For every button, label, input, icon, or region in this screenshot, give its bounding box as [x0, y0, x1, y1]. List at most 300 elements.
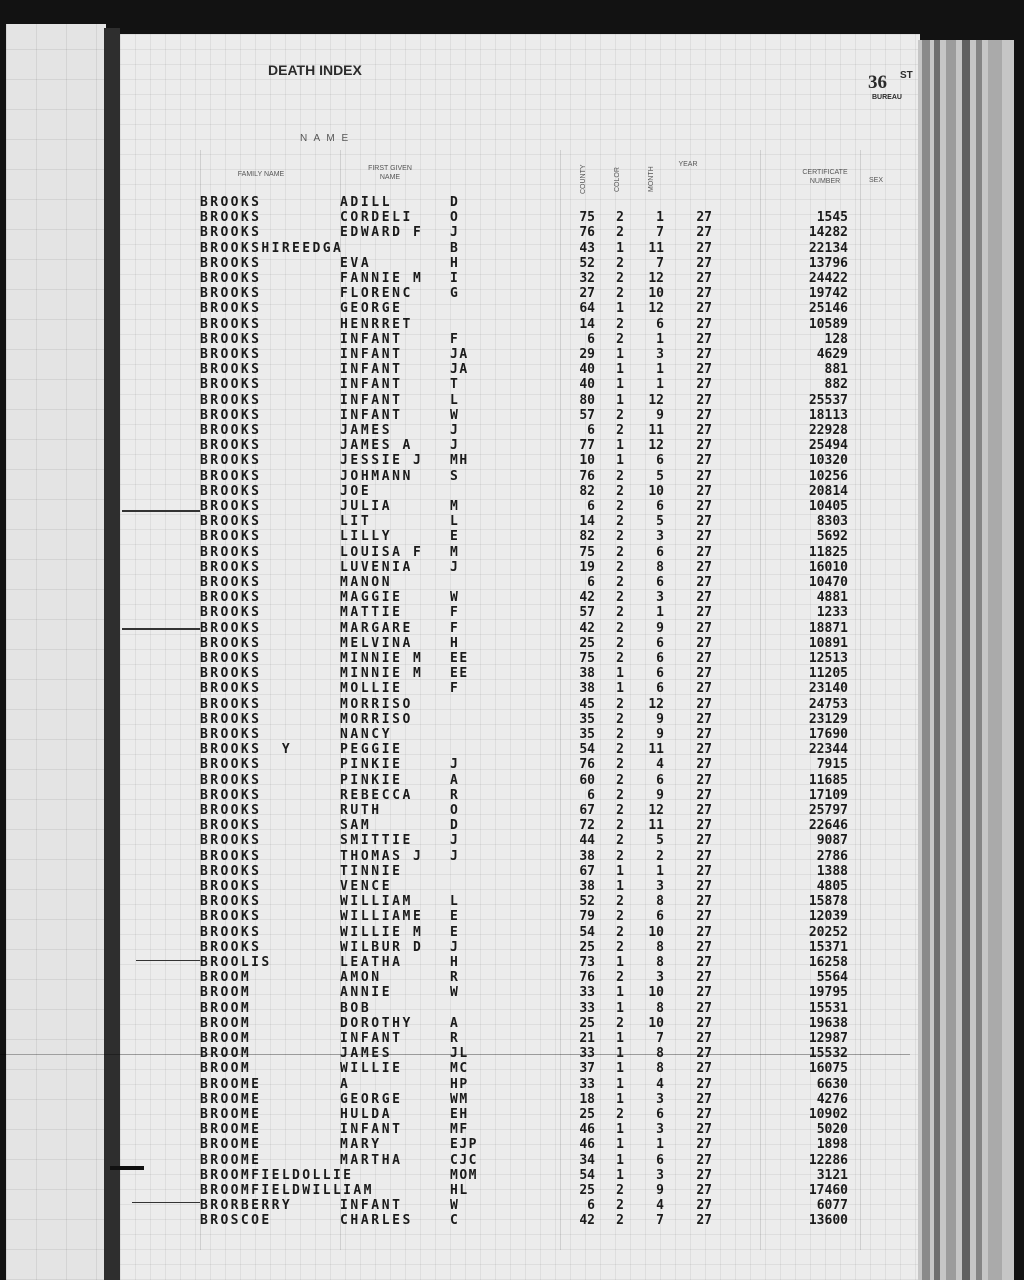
county-cell: 46 [579, 1122, 595, 1138]
table-row [0, 377, 1024, 392]
initials-cell: H [450, 955, 460, 970]
initials-cell: JA [450, 347, 469, 362]
month-cell: 1 [656, 1137, 664, 1153]
name-group-header: N A M E [300, 133, 351, 144]
given-name-cell: JAMES [340, 423, 393, 438]
certificate-number-cell: 11825 [808, 544, 848, 560]
certificate-number-cell: 1898 [816, 1137, 848, 1153]
given-name-cell: SAM [340, 818, 372, 834]
color-cell: 2 [616, 271, 624, 286]
color-header: COLOR [614, 167, 621, 192]
county-cell: 42 [579, 1213, 595, 1229]
initials-cell: MH [450, 453, 469, 469]
given-name-cell: THOMAS J [340, 848, 424, 864]
family-name-cell: BROOM [200, 1046, 252, 1062]
color-cell: 2 [616, 559, 624, 575]
month-cell: 12 [648, 301, 664, 317]
certificate-number-cell: 17460 [808, 1183, 848, 1198]
color-cell: 2 [616, 772, 624, 788]
county-cell: 21 [579, 1031, 595, 1046]
month-cell: 1 [656, 377, 664, 393]
certificate-number-cell: 23129 [808, 711, 848, 727]
given-name-cell: REBECCA [340, 787, 413, 803]
table-row [0, 894, 1024, 909]
year-cell: 27 [696, 605, 712, 621]
initials-cell: E [450, 924, 460, 940]
month-cell: 11 [648, 423, 664, 438]
certificate-number-cell: 882 [824, 377, 848, 393]
county-cell: 52 [579, 255, 595, 271]
initials-cell: F [450, 605, 460, 621]
initials-cell: J [450, 833, 460, 849]
county-cell: 35 [579, 711, 595, 727]
county-cell: 67 [579, 863, 595, 879]
color-cell: 2 [616, 286, 624, 302]
color-cell: 2 [616, 620, 624, 636]
initials-cell: EH [450, 1107, 469, 1122]
month-header: MONTH [648, 166, 655, 192]
table-row [0, 970, 1024, 985]
corner-bureau-label: BUREAU [872, 94, 902, 101]
family-name-cell: BROOKS [200, 316, 262, 332]
table-row [0, 742, 1024, 757]
family-name-cell: BROOKS [200, 620, 262, 636]
county-cell: 6 [587, 423, 595, 438]
county-cell: 19 [579, 559, 595, 575]
certificate-number-cell: 22646 [808, 818, 848, 834]
color-cell: 1 [616, 453, 624, 469]
year-cell: 27 [696, 879, 712, 894]
family-name-cell: BROOKS [200, 499, 262, 514]
given-name-cell: GEORGE [340, 1091, 403, 1107]
margin-mark [122, 510, 200, 512]
county-cell: 27 [579, 286, 595, 302]
month-cell: 6 [656, 453, 664, 469]
family-name-cell: BROOLIS [200, 955, 272, 970]
family-name-cell: BROOM [200, 970, 252, 986]
county-cell: 42 [579, 590, 595, 606]
month-cell: 8 [656, 1061, 664, 1077]
family-name-cell: BROOKS [200, 727, 262, 742]
color-cell: 2 [616, 1107, 624, 1122]
certificate-number-cell: 10902 [808, 1107, 848, 1122]
family-name-cell: BROOKS [200, 529, 262, 545]
month-cell: 6 [656, 544, 664, 560]
table-row [0, 803, 1024, 818]
county-cell: 54 [579, 1167, 595, 1183]
table-row [0, 925, 1024, 940]
initials-cell: JA [450, 362, 469, 378]
county-cell: 40 [579, 362, 595, 378]
given-name-cell: WILLIE M [340, 924, 424, 940]
given-name-cell: JESSIE J [340, 453, 424, 469]
month-cell: 6 [656, 499, 664, 514]
year-cell: 27 [696, 1137, 712, 1153]
given-name-cell: INFANT [340, 1198, 403, 1214]
given-name-cell: CORDELI [340, 210, 413, 226]
family-name-cell: BROOKS [200, 787, 262, 803]
month-cell: 5 [656, 468, 664, 484]
given-name-cell: PINKIE [340, 772, 403, 788]
initials-cell: MC [450, 1061, 469, 1077]
initials-cell: R [450, 787, 460, 803]
initials-cell: CJC [450, 1152, 478, 1168]
certificate-number-cell: 17690 [808, 727, 848, 742]
certificate-number-cell: 22134 [808, 240, 848, 256]
table-row [0, 666, 1024, 681]
table-row [0, 271, 1024, 286]
initials-cell: E [450, 529, 460, 545]
family-name-cell: BROOKS [200, 544, 262, 560]
certificate-number-cell: 6630 [816, 1076, 848, 1092]
month-cell: 3 [656, 970, 664, 986]
county-cell: 25 [579, 1183, 595, 1198]
year-cell: 27 [696, 377, 712, 393]
table-row [0, 225, 1024, 240]
month-cell: 6 [656, 1107, 664, 1122]
certificate-number-cell: 18113 [808, 407, 848, 423]
given-name-cell: FLORENC [340, 286, 413, 302]
color-cell: 2 [616, 529, 624, 545]
family-name-cell: BROOKS [200, 590, 262, 606]
color-cell: 2 [616, 468, 624, 484]
year-cell: 27 [696, 483, 712, 499]
year-cell: 27 [696, 1061, 712, 1077]
county-cell: 38 [579, 681, 595, 697]
certificate-number-cell: 1545 [816, 210, 848, 226]
initials-cell: HL [450, 1183, 469, 1198]
rule-line [0, 1054, 910, 1055]
initials-cell: M [450, 499, 460, 514]
county-cell: 57 [579, 605, 595, 621]
family-name-cell: BROOKS [200, 575, 262, 590]
certificate-number-cell: 13796 [808, 255, 848, 271]
initials-cell: F [450, 620, 460, 636]
year-cell: 27 [696, 423, 712, 438]
given-name-cell: INFANT [340, 331, 403, 347]
county-cell: 37 [579, 1061, 595, 1077]
family-name-cell: BROOME [200, 1122, 262, 1138]
year-cell: 27 [696, 894, 712, 910]
initials-cell: G [450, 286, 460, 302]
initials-cell: T [450, 377, 460, 393]
county-cell: 64 [579, 301, 595, 317]
given-name-cell: EVA [340, 255, 372, 271]
certificate-number-cell: 12513 [808, 651, 848, 666]
certificate-number-cell: 19795 [808, 985, 848, 1001]
certificate-number-cell: 15878 [808, 894, 848, 910]
county-cell: 44 [579, 833, 595, 849]
table-row [0, 1168, 1024, 1183]
given-name-cell: ADILL [340, 195, 393, 210]
certificate-number-cell: 24753 [808, 696, 848, 712]
given-name-cell: PEGGIE [340, 742, 403, 758]
table-row [0, 1122, 1024, 1137]
year-cell: 27 [696, 271, 712, 286]
certificate-number-cell: 12286 [808, 1152, 848, 1168]
color-cell: 2 [616, 590, 624, 606]
month-cell: 12 [648, 438, 664, 454]
given-name-cell: MINNIE M [340, 666, 424, 682]
year-cell: 27 [696, 514, 712, 530]
month-cell: 10 [648, 1015, 664, 1031]
initials-cell: WM [450, 1091, 469, 1107]
month-cell: 12 [648, 696, 664, 712]
certificate-number-cell: 10320 [808, 453, 848, 469]
family-name-cell: BROOM [200, 1031, 252, 1046]
family-name-cell: BROOKS [200, 423, 262, 438]
initials-cell: D [450, 195, 460, 210]
table-row [0, 423, 1024, 438]
family-name-cell: BROOKS [200, 225, 262, 241]
certificate-number-cell: 12039 [808, 909, 848, 925]
year-cell: 27 [696, 772, 712, 788]
table-row [0, 818, 1024, 833]
year-cell: 27 [696, 210, 712, 226]
table-row [0, 681, 1024, 696]
given-name-cell: INFANT [340, 1031, 403, 1046]
month-cell: 6 [656, 681, 664, 697]
county-cell: 42 [579, 620, 595, 636]
family-name-cell: BROOKS [200, 559, 262, 575]
color-cell: 2 [616, 939, 624, 955]
initials-cell: R [450, 970, 460, 986]
color-cell: 1 [616, 362, 624, 378]
color-cell: 1 [616, 240, 624, 256]
month-cell: 8 [656, 955, 664, 970]
month-cell: 6 [656, 772, 664, 788]
year-cell: 27 [696, 666, 712, 682]
month-cell: 7 [656, 1031, 664, 1046]
month-cell: 12 [648, 392, 664, 408]
margin-mark [122, 628, 200, 630]
certificate-number-cell: 881 [824, 362, 848, 378]
initials-cell: I [450, 271, 460, 286]
county-cell: 75 [579, 651, 595, 666]
given-name-cell: MINNIE M [340, 651, 424, 666]
month-cell: 5 [656, 833, 664, 849]
county-cell: 82 [579, 483, 595, 499]
given-name-cell: JOE [340, 483, 372, 499]
color-cell: 2 [616, 711, 624, 727]
month-cell: 9 [656, 711, 664, 727]
given-name-cell: HULDA [340, 1107, 393, 1122]
year-cell: 27 [696, 833, 712, 849]
given-name-cell: WILLIE [340, 1061, 403, 1077]
given-name-cell: MORRISO [340, 711, 413, 727]
initials-cell: W [450, 1198, 460, 1214]
family-name-cell: BROOKS [200, 681, 262, 697]
month-cell: 9 [656, 620, 664, 636]
given-name-cell: LUVENIA [340, 559, 413, 575]
year-cell: 27 [696, 392, 712, 408]
month-cell: 2 [656, 848, 664, 864]
color-cell: 2 [616, 635, 624, 651]
certificate-number-cell: 7915 [816, 757, 848, 773]
year-cell: 27 [696, 1015, 712, 1031]
certificate-number-cell: 10470 [808, 575, 848, 590]
table-row [0, 849, 1024, 864]
family-name-cell: BROSCOE [200, 1213, 272, 1229]
county-cell: 73 [579, 955, 595, 970]
family-name-cell: BROOKS Y [200, 742, 293, 758]
family-name-cell: BROOME [200, 1137, 262, 1153]
family-name-cell: BROOKS [200, 924, 262, 940]
county-cell: 75 [579, 210, 595, 226]
family-name-cell: BRORBERRY [200, 1198, 293, 1214]
family-name-cell: BROOKS [200, 347, 262, 362]
given-name-cell: INFANT [340, 347, 403, 362]
year-cell: 27 [696, 924, 712, 940]
county-cell: 46 [579, 1137, 595, 1153]
initials-cell: J [450, 438, 460, 454]
year-header: YEAR [678, 161, 698, 168]
certificate-number-cell: 4881 [816, 590, 848, 606]
certificate-number-cell: 11205 [808, 666, 848, 682]
family-name-cell: BROOKS [200, 833, 262, 849]
initials-cell: E [450, 909, 460, 925]
given-name-cell: JAMES [340, 1046, 393, 1062]
given-name-cell: LEATHA [340, 955, 403, 970]
family-name-cell: BROOME [200, 1107, 262, 1122]
month-cell: 9 [656, 787, 664, 803]
table-row [0, 560, 1024, 575]
given-name-cell: PINKIE [340, 757, 403, 773]
county-cell: 54 [579, 742, 595, 758]
family-name-cell: BROOKS [200, 803, 262, 818]
color-cell: 1 [616, 347, 624, 362]
given-name-cell: INFANT [340, 362, 403, 378]
certificate-number-cell: 6077 [816, 1198, 848, 1214]
given-name-cell: JOHMANN [340, 468, 413, 484]
table-row [0, 575, 1024, 590]
color-cell: 2 [616, 423, 624, 438]
table-row [0, 712, 1024, 727]
initials-cell: EE [450, 651, 469, 666]
county-cell: 25 [579, 1107, 595, 1122]
color-cell: 1 [616, 666, 624, 682]
color-cell: 2 [616, 514, 624, 530]
color-cell: 1 [616, 955, 624, 970]
county-header: COUNTY [580, 164, 587, 194]
year-cell: 27 [696, 1152, 712, 1168]
given-name-cell: GEORGE [340, 301, 403, 317]
table-row [0, 1183, 1024, 1198]
month-cell: 1 [656, 362, 664, 378]
table-row [0, 757, 1024, 772]
color-cell: 2 [616, 575, 624, 590]
family-name-cell: BROOKS [200, 210, 262, 226]
county-cell: 67 [579, 803, 595, 818]
month-cell: 8 [656, 1000, 664, 1016]
year-cell: 27 [696, 970, 712, 986]
certificate-number-cell: 25537 [808, 392, 848, 408]
color-cell: 1 [616, 1000, 624, 1016]
table-row [0, 286, 1024, 301]
sex-header: SEX [868, 177, 883, 184]
year-cell: 27 [696, 1167, 712, 1183]
family-name-cell: BROOKS [200, 271, 262, 286]
given-name-cell: WILLIAME [340, 909, 424, 925]
table-row [0, 1213, 1024, 1228]
month-cell: 3 [656, 879, 664, 894]
certificate-number-cell: 10256 [808, 468, 848, 484]
table-row [0, 362, 1024, 377]
month-cell: 1 [656, 210, 664, 226]
month-cell: 1 [656, 863, 664, 879]
table-row [0, 605, 1024, 620]
year-cell: 27 [696, 362, 712, 378]
table-row [0, 469, 1024, 484]
color-cell: 1 [616, 1152, 624, 1168]
table-row [0, 301, 1024, 316]
month-cell: 7 [656, 255, 664, 271]
table-row [0, 438, 1024, 453]
color-cell: 2 [616, 544, 624, 560]
year-cell: 27 [696, 742, 712, 758]
certificate-number-cell: 17109 [808, 787, 848, 803]
year-cell: 27 [696, 1183, 712, 1198]
county-cell: 54 [579, 924, 595, 940]
table-row [0, 985, 1024, 1000]
given-name-cell: INFANT [340, 407, 403, 423]
family-name-cell: BROOM [200, 1061, 252, 1077]
year-cell: 27 [696, 225, 712, 241]
county-cell: 60 [579, 772, 595, 788]
certificate-number-cell: 5020 [816, 1122, 848, 1138]
table-row [0, 727, 1024, 742]
given-name-cell: MARTHA [340, 1152, 403, 1168]
county-cell: 72 [579, 818, 595, 834]
table-row [0, 909, 1024, 924]
family-name-cell: BROOKS [200, 362, 262, 378]
certificate-number-cell: 4805 [816, 879, 848, 894]
given-name-cell: DOROTHY [340, 1015, 413, 1031]
initials-cell: M [450, 544, 460, 560]
initials-cell: R [450, 1031, 460, 1046]
initials-cell: J [450, 757, 460, 773]
given-name-cell: WILBUR D [340, 939, 424, 955]
month-cell: 8 [656, 559, 664, 575]
county-cell: 25 [579, 1015, 595, 1031]
table-row [0, 590, 1024, 605]
year-cell: 27 [696, 711, 712, 727]
month-cell: 6 [656, 1152, 664, 1168]
table-row [0, 788, 1024, 803]
family-name-cell: BROOKS [200, 331, 262, 347]
month-cell: 7 [656, 1213, 664, 1229]
county-cell: 6 [587, 1198, 595, 1214]
initials-cell: W [450, 407, 460, 423]
family-name-cell: BROOKS [200, 301, 262, 317]
given-name-cell: BOB [340, 1000, 372, 1016]
family-name-cell: BROOKS [200, 483, 262, 499]
table-row [0, 833, 1024, 848]
county-cell: 18 [579, 1091, 595, 1107]
certificate-number-cell: 25494 [808, 438, 848, 454]
initials-cell: J [450, 423, 460, 438]
certificate-number-cell: 12987 [808, 1031, 848, 1046]
certificate-number-cell: 4629 [816, 347, 848, 362]
year-cell: 27 [696, 635, 712, 651]
certificate-number-cell: 11685 [808, 772, 848, 788]
certificate-number-cell: 8303 [816, 514, 848, 530]
given-name-cell: JULIA [340, 499, 393, 514]
table-row [0, 210, 1024, 225]
family-name-cell: BROOM [200, 1015, 252, 1031]
color-cell: 2 [616, 818, 624, 834]
color-cell: 2 [616, 331, 624, 347]
